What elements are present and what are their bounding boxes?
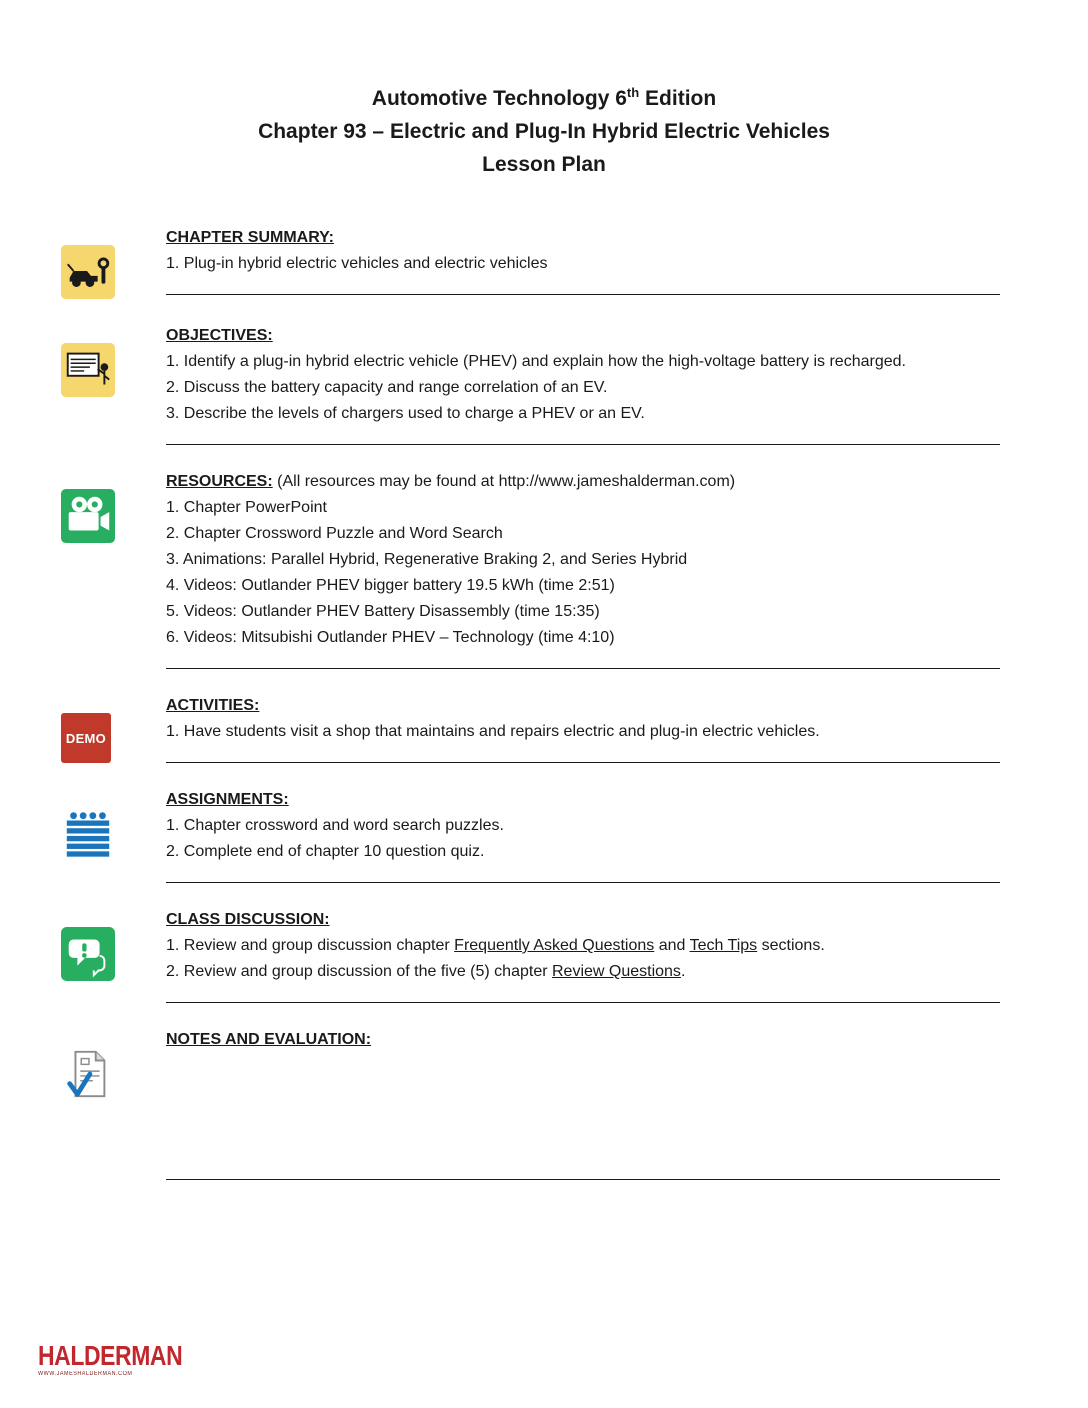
title-line-3: Lesson Plan bbox=[482, 153, 606, 176]
discussion-bubbles-icon bbox=[55, 907, 166, 1003]
underlined-reference: Frequently Asked Questions bbox=[454, 937, 655, 954]
section-content bbox=[166, 1027, 1000, 1180]
item-text: 1. Have students visit a shop that maintains and repairs electric and plug-in electric vehicles. bbox=[166, 723, 820, 740]
section-heading bbox=[166, 469, 1000, 495]
section-content bbox=[166, 693, 1000, 763]
section-heading bbox=[166, 787, 1000, 813]
section-activities bbox=[55, 693, 1000, 763]
section-heading-label: OBJECTIVES: bbox=[166, 327, 273, 344]
document-title bbox=[0, 0, 1088, 181]
demo-icon-label: DEMO bbox=[61, 713, 111, 763]
item-text: 1. Chapter crossword and word search puzzles. bbox=[166, 817, 504, 834]
section-item bbox=[166, 933, 1000, 959]
item-text: 6. Videos: Mitsubishi Outlander PHEV – Technology (time 4:10) bbox=[166, 629, 615, 646]
section-heading-label: CLASS DISCUSSION: bbox=[166, 911, 330, 928]
item-text: 1. Identify a plug-in hybrid electric vehicle (PHEV) and explain how the high-voltage battery is recharged. bbox=[166, 353, 906, 370]
demo-icon bbox=[55, 693, 166, 763]
checklist-document-icon bbox=[55, 1027, 166, 1180]
section-chapter-summary bbox=[55, 225, 1000, 299]
section-item bbox=[166, 495, 1000, 521]
section-objectives bbox=[55, 323, 1000, 445]
item-text: 2. Chapter Crossword Puzzle and Word Search bbox=[166, 525, 503, 542]
halderman-logo-text: HALDERMAN bbox=[38, 1340, 183, 1371]
item-text: . bbox=[680, 963, 686, 980]
section-heading-label: RESOURCES: bbox=[166, 473, 273, 490]
halderman-logo-tagline: WWW.JAMESHALDERMAN.COM bbox=[38, 1371, 133, 1377]
item-text: 3. Describe the levels of chargers used to charge a PHEV or an EV. bbox=[166, 405, 645, 422]
section-divider bbox=[166, 668, 1000, 669]
section-divider bbox=[166, 762, 1000, 763]
section-assignments bbox=[55, 787, 1000, 883]
item-text: 3. Animations: Parallel Hybrid, Regenerative Braking 2, and Series Hybrid bbox=[166, 551, 688, 568]
publisher-logo bbox=[38, 1342, 214, 1377]
section-divider bbox=[166, 882, 1000, 883]
title-line-1-prefix: Automotive Technology 6 bbox=[371, 87, 627, 110]
section-item bbox=[166, 401, 1000, 427]
whiteboard-presenter-icon bbox=[55, 323, 166, 445]
item-text: 5. Videos: Outlander PHEV Battery Disassembly (time 15:35) bbox=[166, 603, 600, 620]
item-text: 4. Videos: Outlander PHEV bigger battery 19.5 kWh (time 2:51) bbox=[166, 577, 615, 594]
section-content bbox=[166, 469, 1000, 669]
section-heading bbox=[166, 1027, 1000, 1053]
item-text: sections. bbox=[757, 937, 825, 954]
section-item bbox=[166, 547, 1000, 573]
section-heading-note: (All resources may be found at http://www.jameshalderman.com) bbox=[272, 473, 736, 490]
section-item bbox=[166, 719, 1000, 745]
section-heading bbox=[166, 323, 1000, 349]
section-heading-label: ACTIVITIES: bbox=[166, 697, 260, 714]
video-camera-icon bbox=[55, 469, 166, 669]
section-heading bbox=[166, 225, 1000, 251]
section-resources bbox=[55, 469, 1000, 669]
item-text: 2. Complete end of chapter 10 question quiz. bbox=[166, 843, 485, 860]
title-line-1 bbox=[0, 76, 1088, 115]
sections bbox=[0, 225, 1088, 1180]
section-item bbox=[166, 599, 1000, 625]
section-heading bbox=[166, 693, 1000, 719]
section-item bbox=[166, 375, 1000, 401]
underlined-reference: Review Questions bbox=[551, 963, 681, 980]
section-item bbox=[166, 521, 1000, 547]
item-text: and bbox=[654, 937, 690, 954]
underlined-reference: Tech Tips bbox=[689, 937, 758, 954]
section-heading bbox=[166, 907, 1000, 933]
section-heading-label: ASSIGNMENTS: bbox=[166, 791, 289, 808]
section-item bbox=[166, 573, 1000, 599]
section-divider bbox=[166, 1002, 1000, 1003]
notepad-icon bbox=[55, 787, 166, 883]
section-content bbox=[166, 323, 1000, 445]
section-item bbox=[166, 349, 1000, 375]
section-heading-label: NOTES AND EVALUATION: bbox=[166, 1031, 372, 1048]
item-text: 1. Plug-in hybrid electric vehicles and electric vehicles bbox=[166, 255, 548, 272]
section-item bbox=[166, 251, 1000, 277]
title-ordinal-suffix: th bbox=[626, 85, 640, 100]
section-item bbox=[166, 959, 1000, 985]
section-class-discussion bbox=[55, 907, 1000, 1003]
section-content bbox=[166, 787, 1000, 883]
section-item bbox=[166, 625, 1000, 651]
title-line-2: Chapter 93 – Electric and Plug-In Hybrid Electric Vehicles bbox=[258, 120, 830, 143]
section-divider bbox=[166, 294, 1000, 295]
item-text: 2. Discuss the battery capacity and range correlation of an EV. bbox=[166, 379, 608, 396]
title-line-1-suffix: Edition bbox=[639, 87, 717, 110]
section-content bbox=[166, 907, 1000, 1003]
item-text: 1. Review and group discussion chapter bbox=[166, 937, 455, 954]
section-notes-and-evaluation bbox=[55, 1027, 1000, 1180]
section-item bbox=[166, 813, 1000, 839]
section-content bbox=[166, 225, 1000, 299]
section-divider bbox=[166, 444, 1000, 445]
section-divider bbox=[166, 1179, 1000, 1180]
section-heading-label: CHAPTER SUMMARY: bbox=[166, 229, 334, 246]
item-text: 1. Chapter PowerPoint bbox=[166, 499, 327, 516]
item-text: 2. Review and group discussion of the five (5) chapter bbox=[166, 963, 552, 980]
section-item bbox=[166, 839, 1000, 865]
car-repair-icon bbox=[55, 225, 166, 299]
